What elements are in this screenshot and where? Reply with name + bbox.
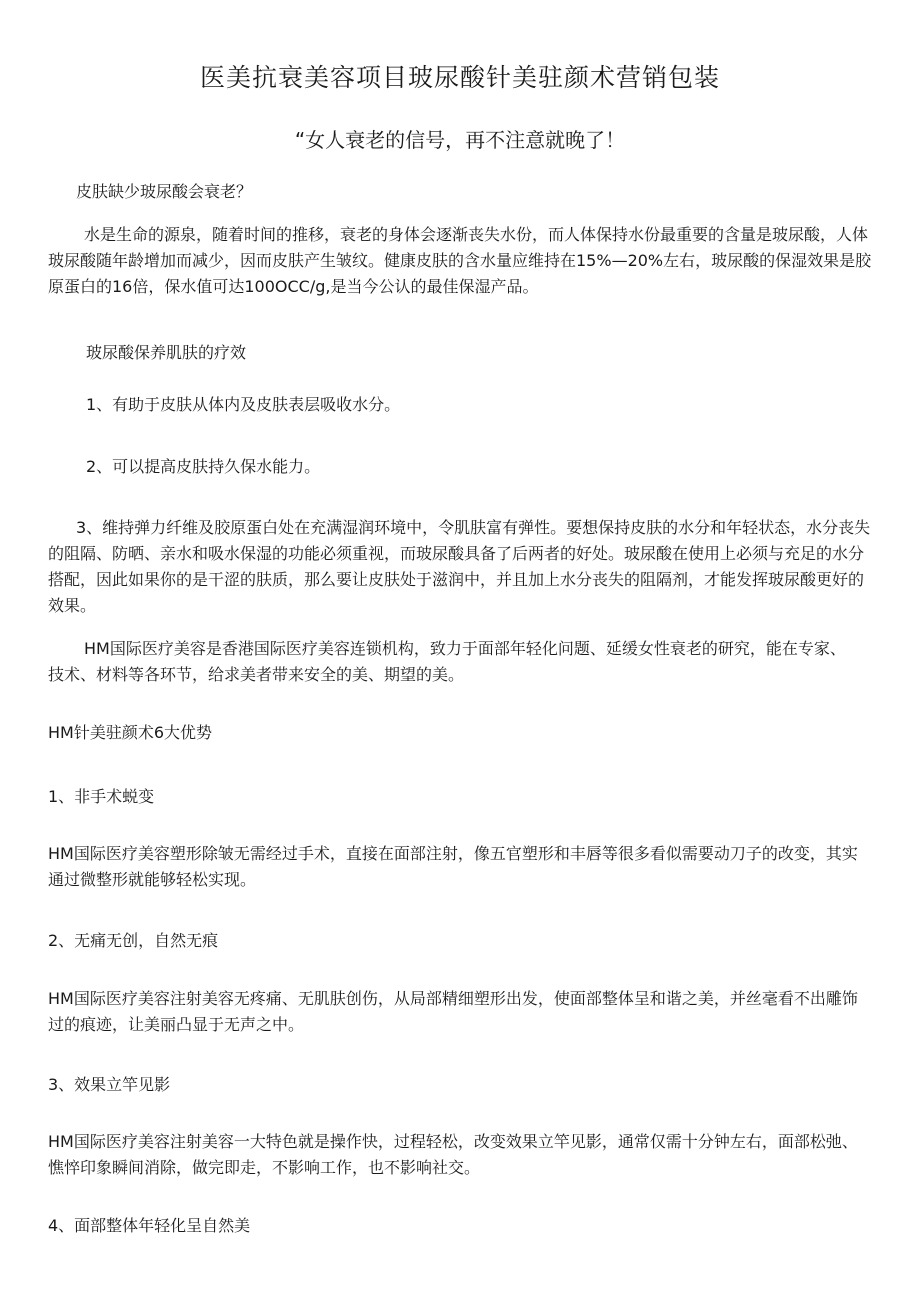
document-subtitle: “女人衰老的信号，再不注意就晚了！ xyxy=(294,128,626,152)
section-question: 皮肤缺少玻尿酸会衰老？ xyxy=(76,182,253,201)
efficacy-item-1: 1、有助于皮肤从体内及皮肤表层吸收水分。 xyxy=(86,395,401,414)
advantage-1-text: HM国际医疗美容塑形除皱无需经过手术，直接在面部注射，像五官塑形和丰唇等很多看似需要动刀子的改变，其实通过微整形就能够轻松实现。 xyxy=(48,844,858,889)
hm-intro-paragraph: HM国际医疗美容是香港国际医疗美容连锁机构，致力于面部年轻化问题、延缓女性衰老的研究，能在专家、技术、材料等各环节，给求美者带来安全的美、期望的美。 xyxy=(48,639,846,684)
advantage-2-title: 2、无痛无创，自然无痕 xyxy=(48,931,219,950)
document-title: 医美抗衰美容项目玻尿酸针美驻颜术营销包装 xyxy=(199,63,720,92)
advantages-heading: HM针美驻颜术6大优势 xyxy=(48,723,213,742)
intro-paragraph: 水是生命的源泉，随着时间的推移，衰老的身体会逐渐丧失水份，而人体保持水份最重要的含量是玻尿酸，人体玻尿酸随年龄增加而减少，因而皮肤产生皱纹。健康皮肤的含水量应维持在15%—20%左右，玻尿酸的保湿效果是胶原蛋白的16倍，保水值可达100OCC∕g,是当今公认的最佳保湿产品。 xyxy=(48,225,872,296)
advantage-3-text: HM国际医疗美容注射美容一大特色就是操作快，过程轻松，改变效果立竿见影，通常仅需十分钟左右，面部松弛、憔悴印象瞬间消除，做完即走，不影响工作，也不影响社交。 xyxy=(48,1132,858,1177)
efficacy-item-3: 3、维持弹力纤维及胶原蛋白处在充满湿润环境中，令肌肤富有弹性。要想保持皮肤的水分和年轻状态，水分丧失的阻隔、防晒、亲水和吸水保湿的功能必须重视，而玻尿酸具备了后两者的好处。玻尿酸在使用上必须与充足的水分搭配，因此如果你的是干涩的肤质，那么要让皮肤处于滋润中，并且加上水分丧失的阻隔剂，才能发挥玻尿酸更好的效果。 xyxy=(48,518,871,615)
section-heading-efficacy: 玻尿酸保养肌肤的疗效 xyxy=(86,343,247,362)
advantage-2-text: HM国际医疗美容注射美容无疼痛、无肌肤创伤，从局部精细塑形出发，使面部整体呈和谐之美，并丝毫看不出雕饰过的痕迹，让美丽凸显于无声之中。 xyxy=(48,989,858,1034)
advantage-1-title: 1、非手术蜕变 xyxy=(48,787,155,806)
efficacy-item-2: 2、可以提高皮肤持久保水能力。 xyxy=(86,457,321,476)
advantage-4-title: 4、面部整体年轻化呈自然美 xyxy=(48,1216,251,1235)
advantage-3-title: 3、效果立竿见影 xyxy=(48,1075,171,1094)
